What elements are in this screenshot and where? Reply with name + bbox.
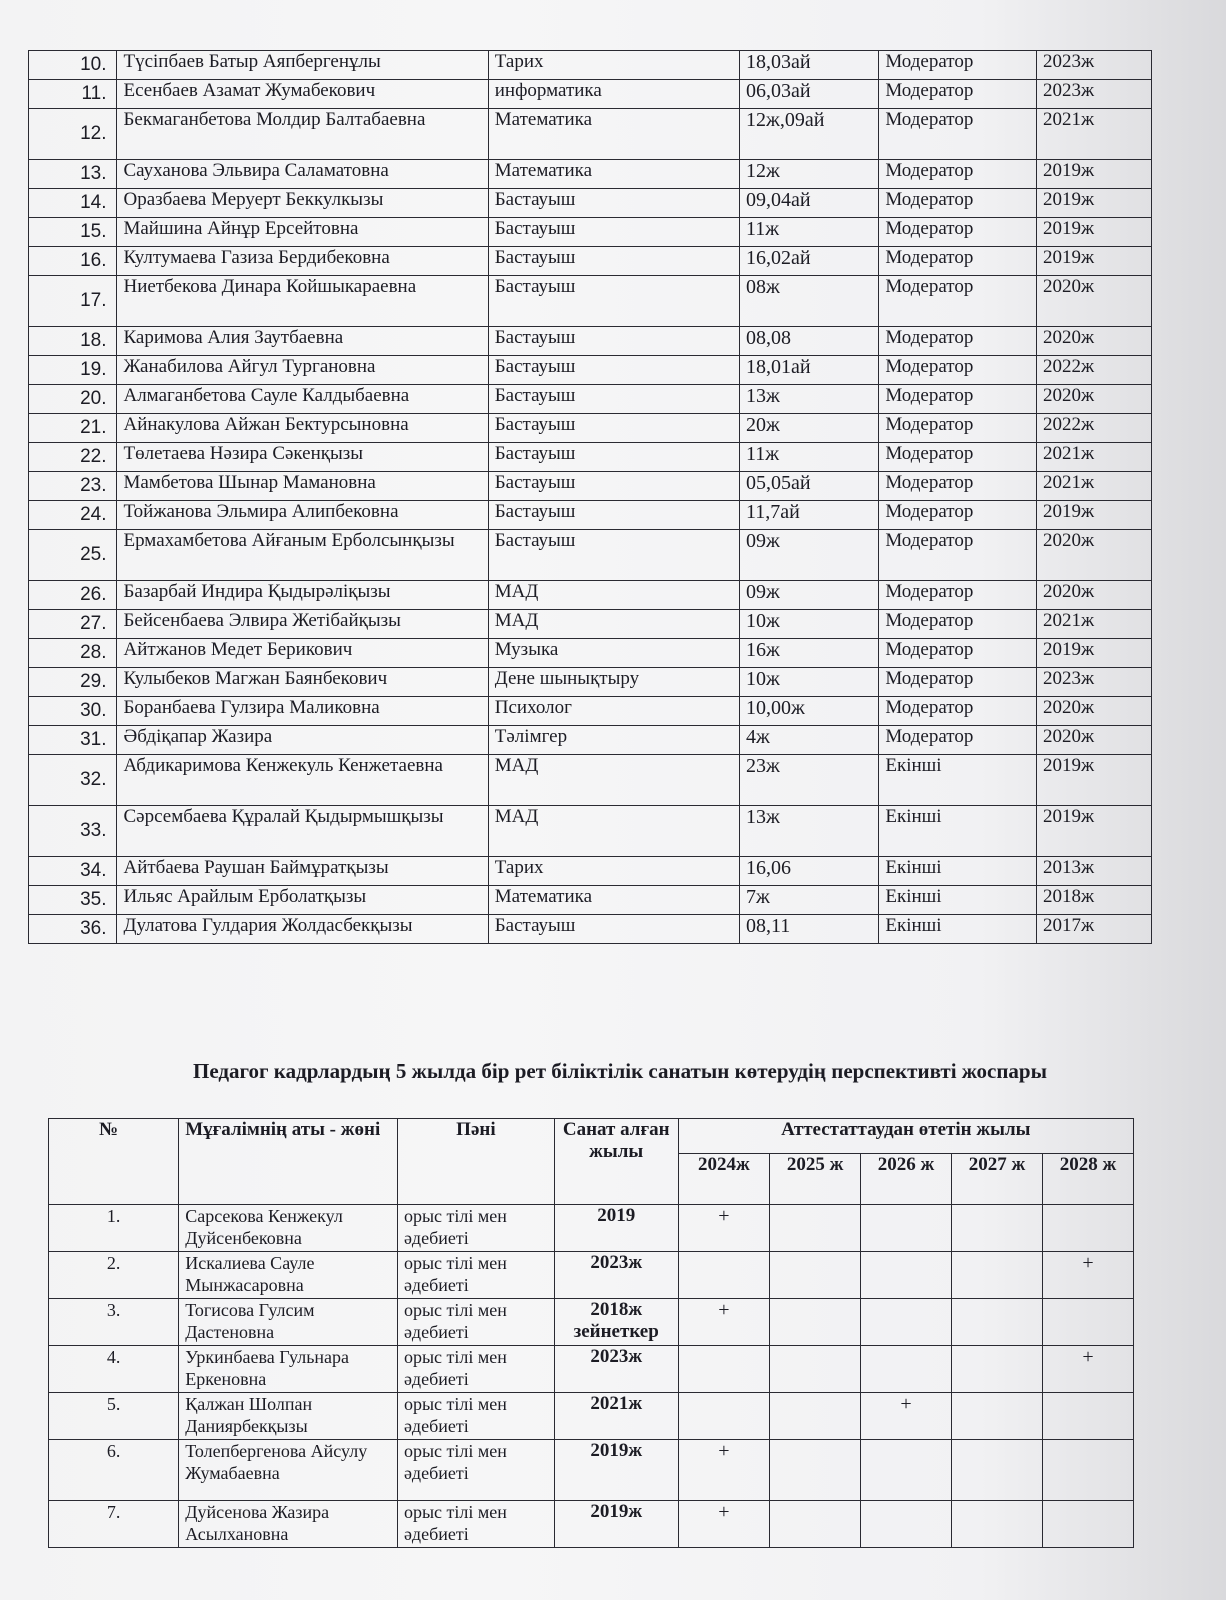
teacher-name: Базарбай Индира Қыдырәліқызы <box>117 581 488 610</box>
category-year: 2019ж <box>1037 218 1152 247</box>
category-year: 2021ж <box>1037 109 1152 160</box>
teacher-experience: 05,05ай <box>740 472 879 501</box>
attestation-mark: + <box>861 1393 952 1440</box>
category-year: 2023ж <box>1037 80 1152 109</box>
table-row <box>29 443 1152 472</box>
teacher-experience: 11,7ай <box>740 501 879 530</box>
teacher-category: Екінші <box>879 857 1037 886</box>
teacher-name: Сәрсембаева Құралай Қыдырмышқызы <box>117 806 488 857</box>
row-number: 16. <box>29 247 117 276</box>
teacher-subject: Бастауыш <box>488 443 739 472</box>
table-row <box>29 726 1152 755</box>
teacher-name: Майшина Айнұр Ерсейтовна <box>117 218 488 247</box>
category-year: 2020ж <box>1037 385 1152 414</box>
row-number: 19. <box>29 356 117 385</box>
row-number: 24. <box>29 501 117 530</box>
teacher-subject: МАД <box>488 806 739 857</box>
teacher-subject: Бастауыш <box>488 276 739 327</box>
attestation-mark <box>952 1252 1043 1299</box>
category-year: 2021ж <box>1037 443 1152 472</box>
teacher-category: Модератор <box>879 581 1037 610</box>
category-year: 2023ж <box>1037 51 1152 80</box>
table-row <box>29 857 1152 886</box>
teacher-experience: 16,06 <box>740 857 879 886</box>
attestation-mark: + <box>678 1299 770 1346</box>
attestation-mark <box>770 1299 861 1346</box>
category-year: 2019ж <box>1037 189 1152 218</box>
row-number: 25. <box>29 530 117 581</box>
attestation-mark: + <box>678 1440 770 1501</box>
plan-table-body <box>49 1205 1134 1548</box>
plan-row-number: 1. <box>49 1205 179 1252</box>
teacher-experience: 11ж <box>740 443 879 472</box>
teacher-name: Тойжанова Эльмира Алипбековна <box>117 501 488 530</box>
teacher-experience: 20ж <box>740 414 879 443</box>
attestation-mark <box>770 1205 861 1252</box>
teacher-category: Модератор <box>879 247 1037 276</box>
table-row <box>29 472 1152 501</box>
teacher-experience: 18,01ай <box>740 356 879 385</box>
table-row <box>49 1346 1134 1393</box>
teacher-category: Екінші <box>879 886 1037 915</box>
row-number: 30. <box>29 697 117 726</box>
plan-teacher-subject: орыс тілі мен әдебиеті <box>397 1205 554 1252</box>
teacher-category: Модератор <box>879 697 1037 726</box>
category-year: 2020ж <box>1037 327 1152 356</box>
teacher-name: Абдикаримова Кенжекуль Кенжетаевна <box>117 755 488 806</box>
plan-category-year: 2018ж зейнеткер <box>554 1299 678 1346</box>
teacher-category: Модератор <box>879 501 1037 530</box>
plan-category-year: 2019 <box>554 1205 678 1252</box>
attestation-mark <box>1042 1205 1133 1252</box>
plan-table-header <box>49 1119 1134 1205</box>
category-year: 2019ж <box>1037 755 1152 806</box>
attestation-mark <box>952 1205 1043 1252</box>
teacher-name: Есенбаев Азамат Жумабекович <box>117 80 488 109</box>
teacher-experience: 16,02ай <box>740 247 879 276</box>
teacher-subject: МАД <box>488 581 739 610</box>
teacher-subject: Бастауыш <box>488 218 739 247</box>
plan-row-number: 3. <box>49 1299 179 1346</box>
teacher-subject: Бастауыш <box>488 247 739 276</box>
teacher-category: Модератор <box>879 610 1037 639</box>
table-row <box>29 697 1152 726</box>
teacher-name: Култумаева Газиза Бердибековна <box>117 247 488 276</box>
header-year-2028: 2028 ж <box>1042 1154 1133 1205</box>
table-row <box>29 639 1152 668</box>
teacher-name: Айнакулова Айжан Бектурсыновна <box>117 414 488 443</box>
teacher-category: Модератор <box>879 385 1037 414</box>
header-category-year: Санат алған жылы <box>554 1119 678 1205</box>
teacher-category: Модератор <box>879 443 1037 472</box>
teacher-subject: Тарих <box>488 857 739 886</box>
teacher-subject: Бастауыш <box>488 472 739 501</box>
attestation-mark <box>861 1205 952 1252</box>
teacher-subject: Математика <box>488 109 739 160</box>
plan-teacher-subject: орыс тілі мен әдебиеті <box>397 1440 554 1501</box>
table-row <box>29 806 1152 857</box>
plan-teacher-name: Искалиева Сауле Мынжасаровна <box>179 1252 398 1299</box>
teacher-category: Модератор <box>879 726 1037 755</box>
teacher-experience: 09ж <box>740 530 879 581</box>
teacher-name: Айтжанов Медет Берикович <box>117 639 488 668</box>
teacher-subject: Бастауыш <box>488 327 739 356</box>
attestation-mark <box>770 1393 861 1440</box>
attestation-mark <box>861 1299 952 1346</box>
category-year: 2019ж <box>1037 160 1152 189</box>
teacher-experience: 4ж <box>740 726 879 755</box>
teacher-category: Модератор <box>879 189 1037 218</box>
table-row <box>29 581 1152 610</box>
table-row <box>29 501 1152 530</box>
category-year: 2019ж <box>1037 806 1152 857</box>
plan-teacher-subject: орыс тілі мен әдебиеті <box>397 1299 554 1346</box>
category-year: 2020ж <box>1037 697 1152 726</box>
teacher-name: Төлетаева Нәзира Сәкенқызы <box>117 443 488 472</box>
plan-title: Педагог кадрлардың 5 жылда бір рет біліктілік санатын көтерудің перспективті жоспары <box>192 1059 1048 1083</box>
attestation-mark <box>861 1252 952 1299</box>
teacher-name: Ермахамбетова Айғаным Ерболсынқызы <box>117 530 488 581</box>
attestation-mark <box>952 1346 1043 1393</box>
teacher-name: Сауханова Эльвира Саламатовна <box>117 160 488 189</box>
attestation-mark <box>952 1440 1043 1501</box>
header-year-2027: 2027 ж <box>952 1154 1043 1205</box>
plan-row-number: 2. <box>49 1252 179 1299</box>
attestation-mark <box>1042 1440 1133 1501</box>
row-number: 33. <box>29 806 117 857</box>
table-row <box>29 218 1152 247</box>
category-year: 2020ж <box>1037 726 1152 755</box>
teacher-subject: МАД <box>488 755 739 806</box>
teacher-name: Жанабилова Айгул Тургановна <box>117 356 488 385</box>
attestation-mark <box>678 1346 770 1393</box>
plan-category-year: 2023ж <box>554 1346 678 1393</box>
teacher-name: Оразбаева Меруерт Беккулкызы <box>117 189 488 218</box>
attestation-mark <box>1042 1299 1133 1346</box>
table-row <box>29 276 1152 327</box>
teacher-name: Түсіпбаев Батыр Аяпбергенұлы <box>117 51 488 80</box>
attestation-mark <box>952 1299 1043 1346</box>
row-number: 14. <box>29 189 117 218</box>
teacher-experience: 10ж <box>740 668 879 697</box>
teacher-name: Алмаганбетова Сауле Калдыбаевна <box>117 385 488 414</box>
row-number: 13. <box>29 160 117 189</box>
teacher-subject: Математика <box>488 160 739 189</box>
attestation-mark <box>770 1346 861 1393</box>
row-number: 17. <box>29 276 117 327</box>
header-name: Мұғалімнің аты - жөні <box>179 1119 398 1205</box>
teacher-category: Модератор <box>879 109 1037 160</box>
table-row <box>29 610 1152 639</box>
teacher-experience: 11ж <box>740 218 879 247</box>
header-year-2026: 2026 ж <box>861 1154 952 1205</box>
table-row <box>29 189 1152 218</box>
header-attestation: Аттестаттаудан өтетін жылы <box>678 1119 1133 1154</box>
teacher-experience: 06,03ай <box>740 80 879 109</box>
teacher-subject: Тарих <box>488 51 739 80</box>
table-row <box>49 1501 1134 1548</box>
teacher-experience: 12ж <box>740 160 879 189</box>
teacher-name: Кулыбеков Магжан Баянбекович <box>117 668 488 697</box>
table-row <box>49 1252 1134 1299</box>
table-row <box>49 1440 1134 1501</box>
plan-teacher-name: Уркинбаева Гульнара Еркеновна <box>179 1346 398 1393</box>
teacher-category: Модератор <box>879 356 1037 385</box>
table-row <box>29 327 1152 356</box>
row-number: 11. <box>29 80 117 109</box>
attestation-mark <box>1042 1393 1133 1440</box>
table-row <box>29 915 1152 944</box>
teacher-subject: Музыка <box>488 639 739 668</box>
category-year: 2021ж <box>1037 610 1152 639</box>
teacher-subject: Дене шынықтыру <box>488 668 739 697</box>
teacher-subject: Бастауыш <box>488 501 739 530</box>
teacher-name: Әбдіқапар Жазира <box>117 726 488 755</box>
teacher-experience: 13ж <box>740 806 879 857</box>
teacher-subject: Бастауыш <box>488 915 739 944</box>
row-number: 18. <box>29 327 117 356</box>
teacher-experience: 10ж <box>740 610 879 639</box>
table-row <box>49 1205 1134 1252</box>
attestation-mark <box>770 1252 861 1299</box>
attestation-mark <box>861 1440 952 1501</box>
teacher-category: Екінші <box>879 806 1037 857</box>
teacher-category: Модератор <box>879 414 1037 443</box>
teacher-category: Модератор <box>879 80 1037 109</box>
table-row <box>29 80 1152 109</box>
teacher-experience: 23ж <box>740 755 879 806</box>
row-number: 29. <box>29 668 117 697</box>
teacher-category: Екінші <box>879 915 1037 944</box>
teacher-name: Айтбаева Раушан Баймұратқызы <box>117 857 488 886</box>
teacher-subject: Бастауыш <box>488 530 739 581</box>
plan-teacher-subject: орыс тілі мен әдебиеті <box>397 1393 554 1440</box>
category-year: 2022ж <box>1037 414 1152 443</box>
row-number: 36. <box>29 915 117 944</box>
table-row <box>29 356 1152 385</box>
category-year: 2017ж <box>1037 915 1152 944</box>
category-year: 2019ж <box>1037 501 1152 530</box>
table-row <box>29 385 1152 414</box>
teacher-category: Модератор <box>879 276 1037 327</box>
category-year: 2019ж <box>1037 247 1152 276</box>
attestation-mark <box>770 1501 861 1548</box>
row-number: 12. <box>29 109 117 160</box>
table-row <box>29 755 1152 806</box>
teacher-experience: 16ж <box>740 639 879 668</box>
teacher-experience: 10,00ж <box>740 697 879 726</box>
teacher-subject: Бастауыш <box>488 356 739 385</box>
header-num: № <box>49 1119 179 1205</box>
category-year: 2021ж <box>1037 472 1152 501</box>
attestation-mark <box>678 1393 770 1440</box>
plan-teacher-subject: орыс тілі мен әдебиеті <box>397 1501 554 1548</box>
plan-teacher-name: Тогисова Гулсим Дастеновна <box>179 1299 398 1346</box>
plan-teacher-subject: орыс тілі мен әдебиеті <box>397 1346 554 1393</box>
category-year: 2020ж <box>1037 276 1152 327</box>
plan-row-number: 6. <box>49 1440 179 1501</box>
teacher-subject: Математика <box>488 886 739 915</box>
plan-row-number: 5. <box>49 1393 179 1440</box>
row-number: 20. <box>29 385 117 414</box>
row-number: 21. <box>29 414 117 443</box>
table-row <box>29 886 1152 915</box>
teacher-experience: 13ж <box>740 385 879 414</box>
table-row <box>29 160 1152 189</box>
attestation-mark <box>1042 1501 1133 1548</box>
plan-teacher-name: Сарсекова Кенжекул Дуйсенбековна <box>179 1205 398 1252</box>
attestation-mark: + <box>678 1205 770 1252</box>
row-number: 22. <box>29 443 117 472</box>
attestation-mark <box>861 1346 952 1393</box>
header-subject: Пәні <box>397 1119 554 1205</box>
attestation-mark <box>952 1393 1043 1440</box>
teacher-experience: 7ж <box>740 886 879 915</box>
teacher-experience: 18,03ай <box>740 51 879 80</box>
plan-category-year: 2021ж <box>554 1393 678 1440</box>
teacher-subject: Бастауыш <box>488 189 739 218</box>
teacher-experience: 09ж <box>740 581 879 610</box>
table-row <box>49 1393 1134 1440</box>
category-year: 2018ж <box>1037 886 1152 915</box>
category-year: 2022ж <box>1037 356 1152 385</box>
row-number: 10. <box>29 51 117 80</box>
staff-table-body <box>29 51 1152 944</box>
category-year: 2020ж <box>1037 581 1152 610</box>
row-number: 28. <box>29 639 117 668</box>
attestation-mark <box>861 1501 952 1548</box>
row-number: 31. <box>29 726 117 755</box>
plan-category-year: 2023ж <box>554 1252 678 1299</box>
teacher-experience: 12ж,09ай <box>740 109 879 160</box>
teacher-experience: 09,04ай <box>740 189 879 218</box>
row-number: 27. <box>29 610 117 639</box>
plan-row-number: 7. <box>49 1501 179 1548</box>
teacher-name: Ильяс Арайлым Ерболатқызы <box>117 886 488 915</box>
plan-category-year: 2019ж <box>554 1501 678 1548</box>
row-number: 26. <box>29 581 117 610</box>
plan-row-number: 4. <box>49 1346 179 1393</box>
teacher-experience: 08ж <box>740 276 879 327</box>
table-row <box>29 247 1152 276</box>
attestation-mark: + <box>1042 1252 1133 1299</box>
teacher-category: Модератор <box>879 530 1037 581</box>
plan-teacher-name: Қалжан Шолпан Даниярбекқызы <box>179 1393 398 1440</box>
teacher-subject: Бастауыш <box>488 414 739 443</box>
attestation-mark: + <box>678 1501 770 1548</box>
teacher-experience: 08,11 <box>740 915 879 944</box>
teacher-name: Бейсенбаева Элвира Жетібайқызы <box>117 610 488 639</box>
plan-teacher-name: Толепбергенова Айсулу Жумабаевна <box>179 1440 398 1501</box>
plan-teacher-subject: орыс тілі мен әдебиеті <box>397 1252 554 1299</box>
plan-table <box>48 1118 1134 1548</box>
header-year-2024: 2024ж <box>678 1154 770 1205</box>
attestation-mark <box>952 1501 1043 1548</box>
row-number: 34. <box>29 857 117 886</box>
staff-table <box>28 50 1152 944</box>
row-number: 15. <box>29 218 117 247</box>
teacher-name: Дулатова Гулдария Жолдасбекқызы <box>117 915 488 944</box>
teacher-name: Каримова Алия Заутбаевна <box>117 327 488 356</box>
category-year: 2019ж <box>1037 639 1152 668</box>
attestation-mark: + <box>1042 1346 1133 1393</box>
table-row <box>29 668 1152 697</box>
teacher-category: Модератор <box>879 160 1037 189</box>
teacher-experience: 08,08 <box>740 327 879 356</box>
teacher-subject: Психолог <box>488 697 739 726</box>
row-number: 32. <box>29 755 117 806</box>
attestation-mark <box>770 1440 861 1501</box>
teacher-name: Бекмаганбетова Молдир Балтабаевна <box>117 109 488 160</box>
teacher-name: Мамбетова Шынар Мамановна <box>117 472 488 501</box>
table-row <box>29 530 1152 581</box>
table-row <box>29 414 1152 443</box>
teacher-category: Модератор <box>879 327 1037 356</box>
teacher-category: Модератор <box>879 639 1037 668</box>
header-year-2025: 2025 ж <box>770 1154 861 1205</box>
teacher-category: Модератор <box>879 668 1037 697</box>
table-row <box>29 109 1152 160</box>
teacher-category: Модератор <box>879 51 1037 80</box>
row-number: 23. <box>29 472 117 501</box>
category-year: 2023ж <box>1037 668 1152 697</box>
table-row <box>29 51 1152 80</box>
row-number: 35. <box>29 886 117 915</box>
teacher-subject: информатика <box>488 80 739 109</box>
teacher-category: Екінші <box>879 755 1037 806</box>
category-year: 2020ж <box>1037 530 1152 581</box>
plan-category-year: 2019ж <box>554 1440 678 1501</box>
teacher-name: Ниетбекова Динара Койшыкараевна <box>117 276 488 327</box>
teacher-category: Модератор <box>879 218 1037 247</box>
teacher-subject: Тәлімгер <box>488 726 739 755</box>
category-year: 2013ж <box>1037 857 1152 886</box>
plan-teacher-name: Дуйсенова Жазира Асылхановна <box>179 1501 398 1548</box>
attestation-mark <box>678 1252 770 1299</box>
teacher-name: Боранбаева Гулзира Маликовна <box>117 697 488 726</box>
table-row <box>49 1299 1134 1346</box>
teacher-subject: Бастауыш <box>488 385 739 414</box>
teacher-subject: МАД <box>488 610 739 639</box>
teacher-category: Модератор <box>879 472 1037 501</box>
